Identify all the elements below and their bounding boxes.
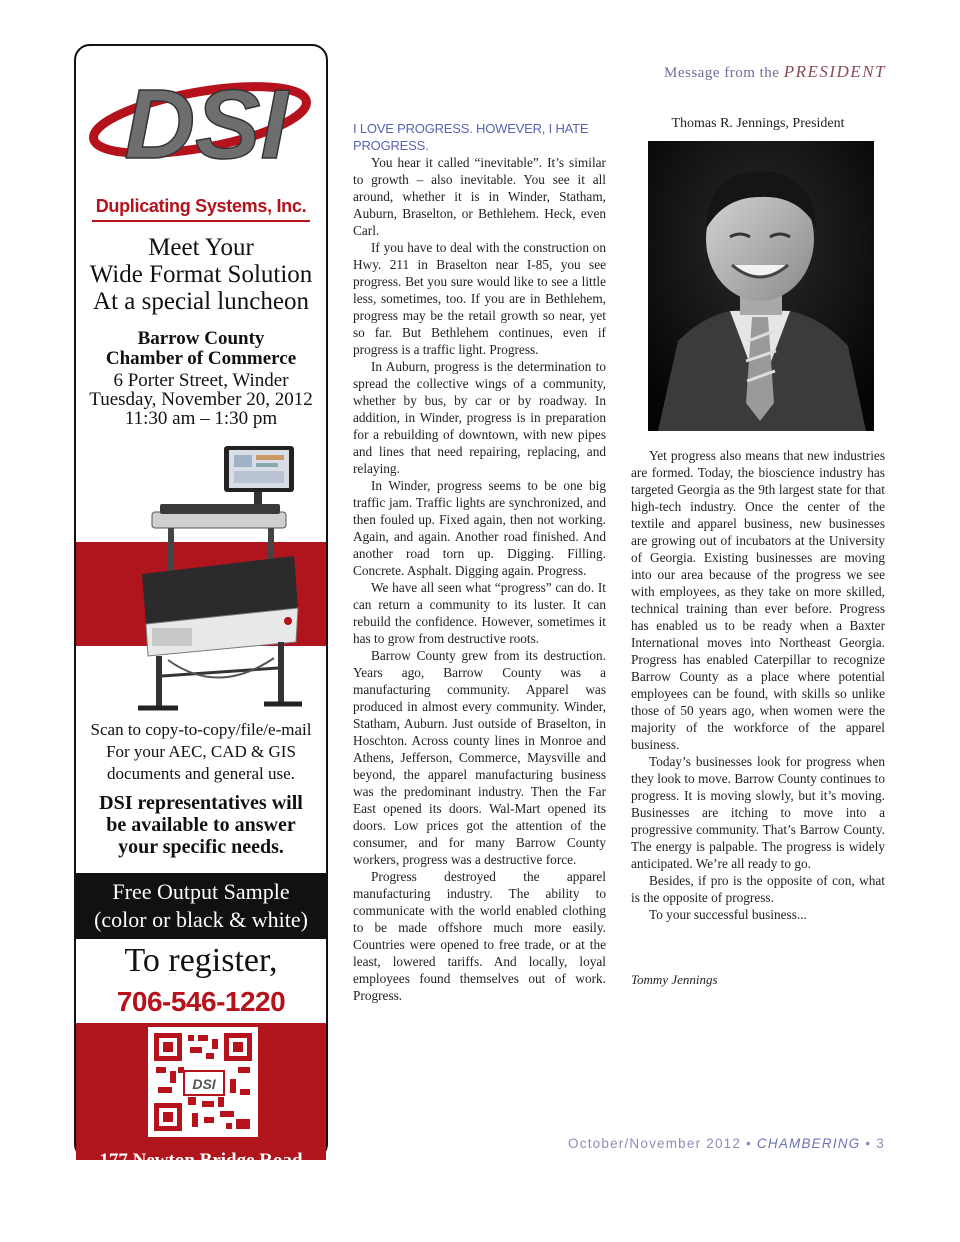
phone-number[interactable]: 706-546-1220 xyxy=(116,986,286,1017)
scan-features: Scan to copy-to-copy/file/e-mail For your AEC, CAD & GIS documents and general use. xyxy=(90,720,312,783)
kicker-emphasis: PRESIDENT xyxy=(783,62,886,81)
portrait-image xyxy=(648,141,874,431)
paragraph: If you have to deal with the construction on Hwy. 211 in Braselton near I-85, you see progress. Bet you sure would like to see a little less, sometimes, too. If you are in Bethlehem, progress may be the retail growth so near, yet so far. But Bethlehem continues, even if progress is a traffic light. Progress. xyxy=(353,240,606,357)
paragraph: Barrow County grew from its destruction. Years ago, Barrow County was a manufacturing community. Apparel was produced in almost every community. Winder, Statham, Auburn. Just outside of Braselton, in Hoschton. Across county lines in Monroe and Athens, Jefferson, Commerce, Maysville and beyond, the apparel manufacturing business was the predominant industry. Then the Far East opened its doors. Wal-Mart opened its doors. Low prices got the attention of the consumer, and for many Barrow County workers, progress was a destructive force. xyxy=(353,648,606,867)
separator: • xyxy=(865,1136,872,1151)
page-number: 3 xyxy=(876,1136,885,1151)
qr-code-icon[interactable] xyxy=(148,1027,258,1137)
ad-footer-band xyxy=(76,1023,326,1160)
paragraph: In Winder, progress seems to be one big traffic jam. Traffic lights are synchronized, and then fouled up. Fixed again, then not working. Again, and again. Another road finished. And another road torn up. Digging. Filling. Concrete. Asphalt. Digging again. Progress. xyxy=(353,478,606,578)
representatives-note: DSI representatives will be available to answer your specific needs. xyxy=(99,792,303,858)
company-name: Duplicating Systems, Inc. xyxy=(95,196,307,216)
kicker-text: Message from the xyxy=(664,65,780,81)
paragraph: To your successful business... xyxy=(649,907,807,922)
dsi-advertisement xyxy=(74,44,328,1193)
article-column-2 xyxy=(631,447,885,923)
paragraph: Besides, if pro is the opposite of con, what is the opposite of progress. xyxy=(631,873,885,905)
separator: • xyxy=(746,1136,752,1151)
dsi-logo xyxy=(88,62,318,179)
paragraph: Yet progress also means that new industries are formed. Today, the bioscience industry has targeted Georgia as the 9th largest state for that high-tech industry. Once the center of the textile and apparel business, new businesses are growing out of incubators at the University of Georgia. Existing businesses are moving into our area because of the progress we see with employees, as they take on more skilled, technical training than ever before. Progress has enabled us to be ready when a Baxter International moves into Northeast Georgia. Progress has enabled Caterpillar to recognize Barrow County as a place where potential employees can be found, with skills so unlike those of 50 years ago, when women were the majority of the workforce of the apparel business. xyxy=(631,448,885,752)
event-time: 6 Porter Street, Winder Tuesday, November 20, 2012 11:30 am – 1:30 pm xyxy=(89,370,313,429)
photo-caption: Thomas R. Jennings, President xyxy=(671,116,845,131)
magazine-name: CHAMBERING xyxy=(756,1136,861,1151)
register-heading: To register, xyxy=(124,942,278,979)
ad-headline: Meet Your Wide Format Solution At a special luncheon xyxy=(89,234,313,315)
article-headline: I LOVE PROGRESS. HOWEVER, I HATE PROGRESS. xyxy=(353,121,589,153)
svg-text:DSI: DSI xyxy=(192,1076,216,1092)
signature: Tommy Jennings xyxy=(631,972,718,987)
paragraph: Today’s businesses look for progress when they look to move. Barrow County continues to progress. It is moving slowly, but it’s moving. Businesses are itching to move into a progressive community. That’s Barrow County. The energy is palpable. The progress is widely anticipated. We’re all ready to go. xyxy=(631,754,885,871)
page-footer xyxy=(568,1136,885,1151)
paragraph: In Auburn, progress is the determination to spread the collective wings of a community, whether by bus, by car or by roadway. In addition, in Winder, progress is in preparation for a rebuilding of downtown, with new pipes and lines that need repairing, replacing, and relaying. xyxy=(353,359,606,476)
paragraph: You hear it called “inevitable”. It’s similar to growth – also inevitable. You see it all around, whether it is in Winder, Statham, Auburn, Braselton, or Bethlehem. Heck, even Carl. xyxy=(353,155,606,238)
section-kicker xyxy=(664,62,886,82)
article-column-1 xyxy=(353,120,606,1004)
wide-format-printer-image xyxy=(98,446,308,716)
issue-date: October/November 2012 xyxy=(568,1136,742,1151)
free-sample-band: Free Output Sample (color or black & white) xyxy=(76,873,326,939)
paragraph: Progress destroyed the apparel manufacturing industry. The ability to communicate with the world enabled clothing to be made offshore much more easily. Countries were opened to free trade, or at the least, lowered tariffs. And locally, loyal employees found themselves out of work. Progress. xyxy=(353,869,606,1003)
venue: Barrow County Chamber of Commerce xyxy=(105,328,297,369)
divider xyxy=(92,220,310,222)
ad-address: 177 Newton Bridge Road Athens, GA 30607 xyxy=(99,1150,303,1193)
logo-text: DSI xyxy=(124,69,288,179)
president-portrait xyxy=(648,141,874,431)
paragraph: We have all seen what “progress” can do. It can return a community to its luster. It can rebuild the confidence. However, sometimes it has to grow from destructive roots. xyxy=(353,580,606,646)
